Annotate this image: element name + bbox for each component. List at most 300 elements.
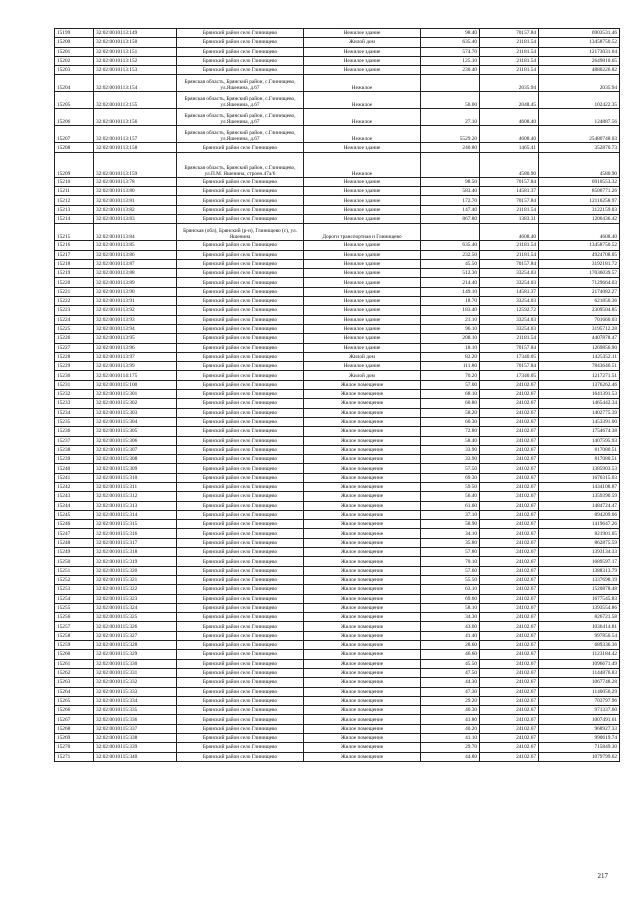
area-cell: 43.00: [421, 622, 480, 631]
cadastral-number-cell: 32:02:0010113:89: [94, 278, 177, 287]
table-row: [55, 143, 620, 152]
cadastral-rate-cell: 1383.31: [480, 214, 539, 223]
area-cell: 29.20: [421, 696, 480, 705]
object-type-cell: Жилое помещение: [304, 501, 421, 510]
area-cell: 34.10: [421, 529, 480, 538]
row-number-cell: 15200: [55, 38, 94, 47]
cadastral-value-cell: 1670315.03: [539, 473, 620, 482]
cadastral-rate-cell: 21181.54: [480, 334, 539, 343]
object-type-cell: Нежилое здание: [304, 187, 421, 196]
cadastral-number-cell: 32:02:0010115:301: [94, 390, 177, 399]
cadastral-number-cell: 32:02:0010115:323: [94, 594, 177, 603]
object-type-cell: Жилое помещение: [304, 687, 421, 696]
object-type-cell: Нежилое здание: [304, 315, 421, 324]
area-cell: 18.10: [421, 343, 480, 352]
cadastral-value-cell: 1036414.81: [539, 622, 620, 631]
row-number-cell: 15247: [55, 529, 94, 538]
area-cell: 98.40: [421, 29, 480, 38]
cadastral-number-cell: 32:02:0010113:88: [94, 269, 177, 278]
row-number-cell: 15220: [55, 278, 94, 287]
row-number-cell: 15253: [55, 585, 94, 594]
cadastral-rate-cell: 24102.67: [480, 687, 539, 696]
cadastral-rate-cell: 24102.67: [480, 678, 539, 687]
cadastral-value-cell: 1007491.61: [539, 715, 620, 724]
cadastral-value-cell: 689336.36: [539, 641, 620, 650]
cadastral-rate-cell: 70157.84: [480, 343, 539, 352]
row-number-cell: 15237: [55, 436, 94, 445]
cadastral-value-cell: 894209.06: [539, 510, 620, 519]
cadastral-value-table: [54, 28, 620, 762]
object-type-cell: Нежилое здание: [304, 306, 421, 315]
cadastral-number-cell: 32:02:0010114:175: [94, 371, 177, 380]
table-row: [55, 297, 620, 306]
object-type-cell: Дороги транспортная и Глинищево: [304, 224, 421, 241]
row-number-cell: 15261: [55, 659, 94, 668]
cadastral-value-cell: 4880226.82: [539, 66, 620, 75]
area-cell: 58.10: [421, 603, 480, 612]
cadastral-value-cell: 1754674.38: [539, 427, 620, 436]
object-type-cell: Жилое помещение: [304, 408, 421, 417]
address-cell: Брянский район село Глинищево: [177, 56, 304, 65]
address-cell: Брянский район село Глинищево: [177, 143, 304, 152]
cadastral-value-cell: 1402775.39: [539, 408, 620, 417]
cadastral-number-cell: 32:02:0010115:306: [94, 436, 177, 445]
area-cell: 214.40: [421, 278, 480, 287]
table-row: [55, 177, 620, 186]
cadastral-rate-cell: 24102.67: [480, 734, 539, 743]
cadastral-rate-cell: 24102.67: [480, 696, 539, 705]
address-cell: Брянский район село Глинищево: [177, 177, 304, 186]
object-type-cell: Жилое помещение: [304, 436, 421, 445]
cadastral-rate-cell: 24102.67: [480, 417, 539, 426]
area-cell: 37.10: [421, 510, 480, 519]
row-number-cell: 15240: [55, 464, 94, 473]
address-cell: Брянский район село Глинищево: [177, 408, 304, 417]
cadastral-number-cell: 32:02:0010115:303: [94, 408, 177, 417]
table-row: [55, 752, 620, 761]
row-number-cell: 15233: [55, 399, 94, 408]
cadastral-value-cell: 6910553.32: [539, 177, 620, 186]
object-type-cell: Жилое помещение: [304, 743, 421, 752]
cadastral-number-cell: 32:02:0010115:302: [94, 399, 177, 408]
row-number-cell: 15215: [55, 224, 94, 241]
cadastral-number-cell: 32:02:0010113:156: [94, 109, 177, 126]
cadastral-number-cell: 32:02:0010113:155: [94, 92, 177, 109]
address-cell: Брянский район село Глинищево: [177, 641, 304, 650]
address-cell: Брянский район село Глинищево: [177, 241, 304, 250]
cadastral-rate-cell: 4580.90: [480, 152, 539, 177]
cadastral-rate-cell: 24102.67: [480, 631, 539, 640]
row-number-cell: 15244: [55, 501, 94, 510]
table-row: [55, 29, 620, 38]
row-number-cell: 15239: [55, 455, 94, 464]
row-number-cell: 15207: [55, 126, 94, 143]
cadastral-rate-cell: 24102.67: [480, 436, 539, 445]
cadastral-rate-cell: 24102.67: [480, 399, 539, 408]
cadastral-value-cell: 1689597.17: [539, 557, 620, 566]
cadastral-rate-cell: 21181.54: [480, 47, 539, 56]
object-type-cell: Нежилое здание: [304, 269, 421, 278]
address-cell: Брянский район село Глинищево: [177, 427, 304, 436]
object-type-cell: Жилое помещение: [304, 492, 421, 501]
address-cell: Брянский район село Глинищево: [177, 520, 304, 529]
cadastral-value-cell: 7843646.51: [539, 362, 620, 371]
row-number-cell: 15268: [55, 724, 94, 733]
row-number-cell: 15249: [55, 548, 94, 557]
cadastral-value-cell: 7129664.03: [539, 278, 620, 287]
cadastral-value-cell: 2309504.85: [539, 306, 620, 315]
address-cell: Брянский район село Глинищево: [177, 687, 304, 696]
address-cell: Брянский район село Глинищево: [177, 734, 304, 743]
area-cell: 635.40: [421, 38, 480, 47]
area-cell: 45.50: [421, 259, 480, 268]
area-cell: 46.60: [421, 650, 480, 659]
cadastral-value-cell: 1144876.83: [539, 668, 620, 677]
area-cell: 208.10: [421, 334, 480, 343]
area-cell: 27.10: [421, 109, 480, 126]
area-cell: 583.40: [421, 187, 480, 196]
area-cell: 63.10: [421, 585, 480, 594]
cadastral-value-cell: 12173031.04: [539, 47, 620, 56]
object-type-cell: Жилое помещение: [304, 566, 421, 575]
cadastral-number-cell: 32:02:0010113:150: [94, 38, 177, 47]
object-type-cell: Жилое помещение: [304, 538, 421, 547]
area-cell: 72.80: [421, 427, 480, 436]
cadastral-number-cell: 32:02:0010113:85: [94, 241, 177, 250]
row-number-cell: 15250: [55, 557, 94, 566]
cadastral-number-cell: 32:02:0010115:304: [94, 417, 177, 426]
cadastral-number-cell: 32:02:0010113:82: [94, 205, 177, 214]
cadastral-value-cell: 3192181.72: [539, 259, 620, 268]
cadastral-value-cell: 1388313.79: [539, 566, 620, 575]
table-row: [55, 417, 620, 426]
cadastral-number-cell: 32:02:0010113:154: [94, 75, 177, 92]
row-number-cell: 15216: [55, 241, 94, 250]
cadastral-number-cell: 32:02:0010113:91: [94, 297, 177, 306]
cadastral-number-cell: 32:02:0010113:78: [94, 177, 177, 186]
cadastral-value-cell: 621850.36: [539, 297, 620, 306]
row-number-cell: 15221: [55, 287, 94, 296]
cadastral-number-cell: 32:02:0010115:315: [94, 520, 177, 529]
object-type-cell: Нежилое здание: [304, 47, 421, 56]
cadastral-number-cell: 32:02:0010113:92: [94, 306, 177, 315]
table-row: [55, 324, 620, 333]
cadastral-rate-cell: 24102.67: [480, 622, 539, 631]
object-type-cell: Жилое помещение: [304, 603, 421, 612]
cadastral-value-cell: 8506771.26: [539, 187, 620, 196]
cadastral-number-cell: 32:02:0010113:95: [94, 334, 177, 343]
cadastral-rate-cell: 12592.72: [480, 306, 539, 315]
object-type-cell: Жилое помещение: [304, 641, 421, 650]
area-cell: 147.40: [421, 205, 480, 214]
object-type-cell: Нежилое здание: [304, 143, 421, 152]
cadastral-value-cell: 1641391.53: [539, 390, 620, 399]
cadastral-number-cell: 32:02:0010115:310: [94, 473, 177, 482]
address-cell: Брянский район село Глинищево: [177, 557, 304, 566]
object-type-cell: Жилое помещение: [304, 668, 421, 677]
cadastral-rate-cell: 14581.37: [480, 287, 539, 296]
cadastral-rate-cell: 33254.03: [480, 278, 539, 287]
address-cell: Брянский район село Глинищево: [177, 482, 304, 491]
table-row: [55, 548, 620, 557]
object-type-cell: Жилое помещение: [304, 622, 421, 631]
address-cell: Брянский район село Глинищево: [177, 343, 304, 352]
area-cell: 70.20: [421, 371, 480, 380]
address-cell: Брянский район село Глинищево: [177, 278, 304, 287]
cadastral-rate-cell: 17340.05: [480, 352, 539, 361]
area-cell: 60.80: [421, 399, 480, 408]
row-number-cell: 15212: [55, 196, 94, 205]
table-row: [55, 427, 620, 436]
table-row: [55, 92, 620, 109]
area-cell: 58.90: [421, 520, 480, 529]
object-type-cell: Жилой дом: [304, 352, 421, 361]
table-row: [55, 696, 620, 705]
table-row: [55, 668, 620, 677]
cadastral-rate-cell: 33254.03: [480, 297, 539, 306]
row-number-cell: 15269: [55, 734, 94, 743]
object-type-cell: Нежилое: [304, 92, 421, 109]
row-number-cell: 15263: [55, 678, 94, 687]
cadastral-value-cell: 352870.73: [539, 143, 620, 152]
table-row: [55, 538, 620, 547]
address-cell: Брянский район село Глинищево: [177, 417, 304, 426]
area-cell: 33.90: [421, 455, 480, 464]
table-row: [55, 334, 620, 343]
area-cell: 35.80: [421, 538, 480, 547]
cadastral-value-cell: 703797.96: [539, 696, 620, 705]
area-cell: [421, 224, 480, 241]
cadastral-value-cell: 13458750.52: [539, 38, 620, 47]
cadastral-number-cell: 32:02:0010113:157: [94, 126, 177, 143]
table-row: [55, 603, 620, 612]
cadastral-rate-cell: 21181.54: [480, 205, 539, 214]
cadastral-value-cell: 826721.58: [539, 613, 620, 622]
area-cell: 867.80: [421, 214, 480, 223]
row-number-cell: 15227: [55, 343, 94, 352]
area-cell: 149.10: [421, 287, 480, 296]
cadastral-number-cell: 32:02:0010115:317: [94, 538, 177, 547]
object-type-cell: Жилое помещение: [304, 417, 421, 426]
row-number-cell: 15252: [55, 575, 94, 584]
row-number-cell: 15234: [55, 408, 94, 417]
object-type-cell: Нежилое здание: [304, 177, 421, 186]
row-number-cell: 15241: [55, 473, 94, 482]
object-type-cell: Нежилое здание: [304, 324, 421, 333]
cadastral-value-cell: 1520878.48: [539, 585, 620, 594]
row-number-cell: 15204: [55, 75, 94, 92]
object-type-cell: Жилое помещение: [304, 613, 421, 622]
cadastral-rate-cell: 24102.67: [480, 715, 539, 724]
cadastral-number-cell: 32:02:0010113:80: [94, 187, 177, 196]
address-cell: Брянский район село Глинищево: [177, 659, 304, 668]
address-cell: Брянский район село Глинищево: [177, 47, 304, 56]
object-type-cell: Жилое помещение: [304, 752, 421, 761]
cadastral-rate-cell: 33254.03: [480, 315, 539, 324]
row-number-cell: 15202: [55, 56, 94, 65]
cadastral-value-cell: 4924708.05: [539, 250, 620, 259]
address-cell: Брянский район село Глинищево: [177, 287, 304, 296]
address-cell: Брянский район село Глинищево: [177, 650, 304, 659]
table-row: [55, 66, 620, 75]
area-cell: 47.30: [421, 687, 480, 696]
object-type-cell: Жилое помещение: [304, 427, 421, 436]
table-row: [55, 724, 620, 733]
area-cell: 111.80: [421, 362, 480, 371]
cadastral-value-cell: 1200436.42: [539, 214, 620, 223]
row-number-cell: 15217: [55, 250, 94, 259]
table-row: [55, 250, 620, 259]
cadastral-number-cell: 32:02:0010115:324: [94, 603, 177, 612]
object-type-cell: Нежилое здание: [304, 362, 421, 371]
row-number-cell: 15267: [55, 715, 94, 724]
table-row: [55, 687, 620, 696]
row-number-cell: 15214: [55, 214, 94, 223]
area-cell: 44.30: [421, 678, 480, 687]
area-cell: 40.20: [421, 724, 480, 733]
cadastral-rate-cell: 24102.67: [480, 445, 539, 454]
address-cell: Брянская область, Брянский район, с.Глинищево, ул.Яшенина, д.67: [177, 126, 304, 143]
object-type-cell: Жилое помещение: [304, 715, 421, 724]
cadastral-number-cell: 32:02:0010113:94: [94, 324, 177, 333]
cadastral-number-cell: 32:02:0010115:336: [94, 715, 177, 724]
area-cell: 44.80: [421, 752, 480, 761]
cadastral-value-cell: 701660.03: [539, 315, 620, 324]
object-type-cell: Нежилое здание: [304, 214, 421, 223]
area-cell: 41.80: [421, 715, 480, 724]
object-type-cell: Жилое помещение: [304, 631, 421, 640]
table-row: [55, 706, 620, 715]
row-number-cell: 15236: [55, 427, 94, 436]
object-type-cell: Нежилое здание: [304, 278, 421, 287]
cadastral-rate-cell: 24102.67: [480, 613, 539, 622]
object-type-cell: Нежилое здание: [304, 250, 421, 259]
cadastral-rate-cell: 24102.67: [480, 538, 539, 547]
table-row: [55, 650, 620, 659]
address-cell: Брянский район село Глинищево: [177, 585, 304, 594]
cadastral-number-cell: 32:02:0010113:99: [94, 362, 177, 371]
table-row: [55, 187, 620, 196]
row-number-cell: 15205: [55, 92, 94, 109]
cadastral-rate-cell: 24102.67: [480, 650, 539, 659]
cadastral-rate-cell: 24102.67: [480, 390, 539, 399]
area-cell: 68.10: [421, 390, 480, 399]
cadastral-rate-cell: 24102.67: [480, 482, 539, 491]
area-cell: 34.30: [421, 613, 480, 622]
object-type-cell: Нежилое здание: [304, 196, 421, 205]
table-row: [55, 445, 620, 454]
cadastral-number-cell: 32:02:0010115:318: [94, 548, 177, 557]
cadastral-value-cell: 25480748.03: [539, 126, 620, 143]
page-number: 217: [597, 872, 608, 880]
object-type-cell: Жилое помещение: [304, 678, 421, 687]
cadastral-rate-cell: 24102.67: [480, 501, 539, 510]
row-number-cell: 15225: [55, 324, 94, 333]
table-row: [55, 678, 620, 687]
address-cell: Брянский район село Глинищево: [177, 473, 304, 482]
area-cell: 59.50: [421, 482, 480, 491]
object-type-cell: Жилое помещение: [304, 464, 421, 473]
table-row: [55, 269, 620, 278]
address-cell: Брянский район село Глинищево: [177, 529, 304, 538]
table-row: [55, 566, 620, 575]
row-number-cell: 15266: [55, 706, 94, 715]
table-row: [55, 259, 620, 268]
row-number-cell: 15210: [55, 177, 94, 186]
area-cell: [421, 152, 480, 177]
object-type-cell: Жилое помещение: [304, 724, 421, 733]
row-number-cell: 15203: [55, 66, 94, 75]
cadastral-value-cell: 968927.33: [539, 724, 620, 733]
object-type-cell: Жилое помещение: [304, 482, 421, 491]
address-cell: Брянская область, Брянский район, с.Глинищево, ул.П.М. Яшенина, строен.47а/6: [177, 152, 304, 177]
cadastral-rate-cell: 70157.84: [480, 259, 539, 268]
area-cell: 69.30: [421, 473, 480, 482]
cadastral-rate-cell: 24102.67: [480, 492, 539, 501]
table-row: [55, 492, 620, 501]
cadastral-value-cell: 2649810.65: [539, 56, 620, 65]
table-row: [55, 278, 620, 287]
cadastral-value-cell: 3122159.03: [539, 205, 620, 214]
table-row: [55, 56, 620, 65]
cadastral-rate-cell: 1465.41: [480, 143, 539, 152]
table-row: [55, 613, 620, 622]
address-cell: Брянский район село Глинищево: [177, 324, 304, 333]
cadastral-number-cell: 32:02:0010115:313: [94, 501, 177, 510]
table-row: [55, 455, 620, 464]
object-type-cell: Нежилое: [304, 75, 421, 92]
address-cell: Брянский район село Глинищево: [177, 492, 304, 501]
table-row: [55, 622, 620, 631]
address-cell: Брянский район село Глинищево: [177, 706, 304, 715]
table-row: [55, 241, 620, 250]
cadastral-value-cell: 2174082.27: [539, 287, 620, 296]
address-cell: Брянский район село Глинищево: [177, 631, 304, 640]
cadastral-rate-cell: 24102.67: [480, 557, 539, 566]
row-number-cell: 15255: [55, 603, 94, 612]
row-number-cell: 15270: [55, 743, 94, 752]
object-type-cell: Жилое помещение: [304, 380, 421, 389]
cadastral-value-cell: 1407595.93: [539, 436, 620, 445]
table-row: [55, 520, 620, 529]
object-type-cell: Нежилое здание: [304, 56, 421, 65]
cadastral-number-cell: 32:02:0010115:311: [94, 482, 177, 491]
cadastral-value-cell: 124887.56: [539, 109, 620, 126]
cadastral-number-cell: 32:02:0010115:307: [94, 445, 177, 454]
cadastral-rate-cell: 21181.54: [480, 250, 539, 259]
cadastral-number-cell: 32:02:0010115:337: [94, 724, 177, 733]
object-type-cell: Жилое помещение: [304, 594, 421, 603]
cadastral-value-cell: 1484724.47: [539, 501, 620, 510]
area-cell: 82.20: [421, 352, 480, 361]
table-row: [55, 464, 620, 473]
object-type-cell: Нежилое здание: [304, 29, 421, 38]
cadastral-number-cell: 32:02:0010115:329: [94, 650, 177, 659]
area-cell: 55.50: [421, 575, 480, 584]
row-number-cell: 15223: [55, 306, 94, 315]
table-row: [55, 126, 620, 143]
cadastral-value-cell: 1434108.87: [539, 482, 620, 491]
address-cell: Брянский район село Глинищево: [177, 724, 304, 733]
cadastral-value-cell: 817080.51: [539, 455, 620, 464]
address-cell: Брянский район село Глинищево: [177, 678, 304, 687]
cadastral-value-cell: 1425352.11: [539, 352, 620, 361]
address-cell: Брянский район село Глинищево: [177, 205, 304, 214]
area-cell: 96.10: [421, 324, 480, 333]
table-row: [55, 631, 620, 640]
table-row: [55, 75, 620, 92]
row-number-cell: 15222: [55, 297, 94, 306]
